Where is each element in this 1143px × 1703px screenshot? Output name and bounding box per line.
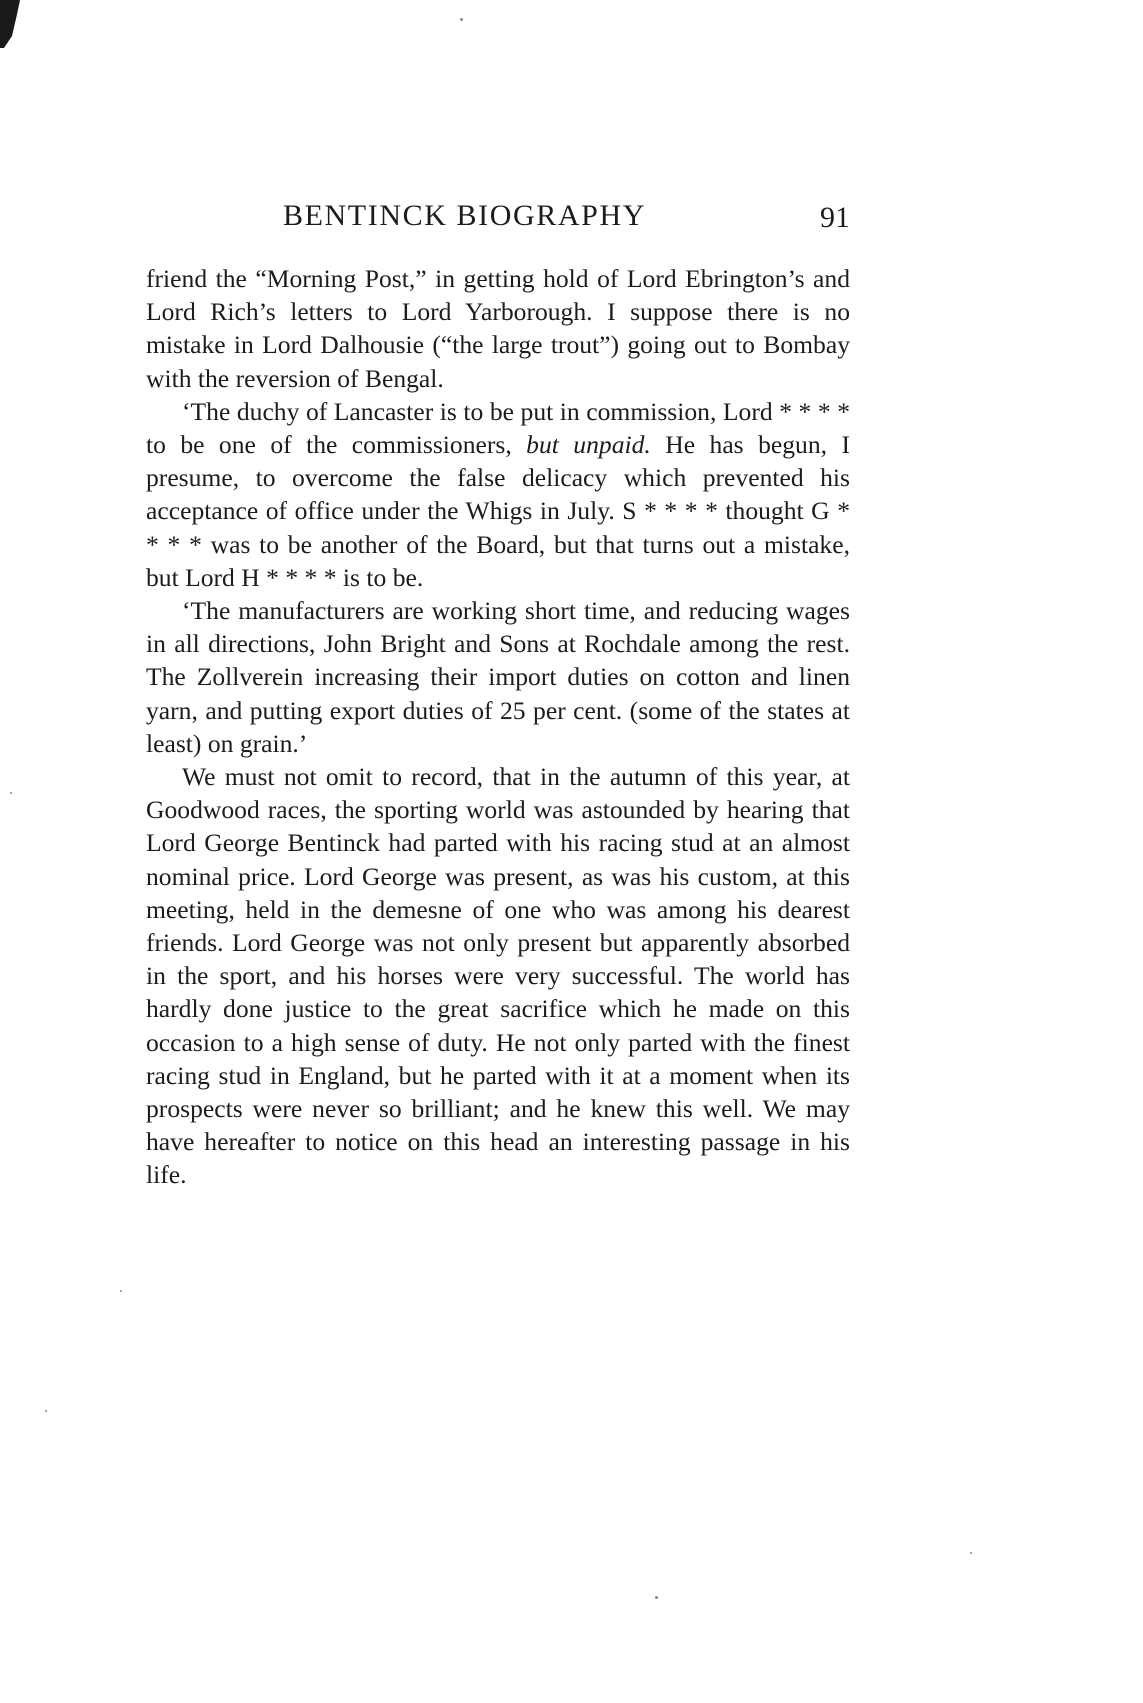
paragraph-2-start: ‘The duchy of Lancaster is to be put in commission, Lord * * * * to be one of the commissioners, [146, 396, 850, 460]
scan-speck [970, 1552, 972, 1554]
paragraph-2-end: He has begun, I presume, to overcome the false delicacy which prevented his acceptance of office under the Whigs in July. S * * * * thought G * * * * was to be another of the Board, but that turns out a mistake, but Lord H * * * * is to be. [146, 430, 850, 592]
scan-speck [10, 792, 12, 794]
paragraph-1: friend the “Morning Post,” in getting hold of Lord Ebrington’s and Lord Rich’s letters to Lord Yarborough. I suppose there is no mistake in Lord Dalhousie (“the large trout”) going out to Bombay with the reversion of Bengal. [146, 264, 850, 393]
scan-speck [45, 1410, 47, 1412]
paragraph-4: We must not omit to record, that in the autumn of this year, at Goodwood races, the sporting world was astounded by hearing that Lord George Bentinck had parted with his racing stud at an almost nominal price. Lord George was present, as was his custom, at this meeting, held in the demesne of one who was among his dearest friends. Lord George was not only present but apparently absorbed in the sport, and his horses were very successful. The world has hardly done justice to the great sacrifice which he made on this occasion to a high sense of duty. He not only parted with the finest racing stud in England, but he parted with it at a moment when its prospects were never so brilliant; and he knew this well. We may have hereafter to notice on this head an interesting passage in his life. [146, 762, 850, 1190]
scan-speck [460, 18, 463, 21]
scan-speck [655, 1596, 658, 1599]
running-header [145, 196, 850, 236]
paragraph-2-italic: but unpaid. [526, 430, 651, 460]
scan-corner-mark [0, 0, 20, 48]
paragraph-2 [146, 395, 850, 594]
paragraph-3: ‘The manufacturers are working short time, and reducing wages in all directions, John Bright and Sons at Rochdale among the rest. The Zollverein increasing their import duties on cotton and linen yarn, and putting export duties of 25 per cent. (some of the states at least) on grain.’ [146, 596, 850, 758]
body-text [146, 262, 850, 1192]
page-number: 91 [820, 201, 850, 234]
running-title: BENTINCK BIOGRAPHY [283, 199, 646, 232]
scan-speck [120, 1290, 122, 1292]
